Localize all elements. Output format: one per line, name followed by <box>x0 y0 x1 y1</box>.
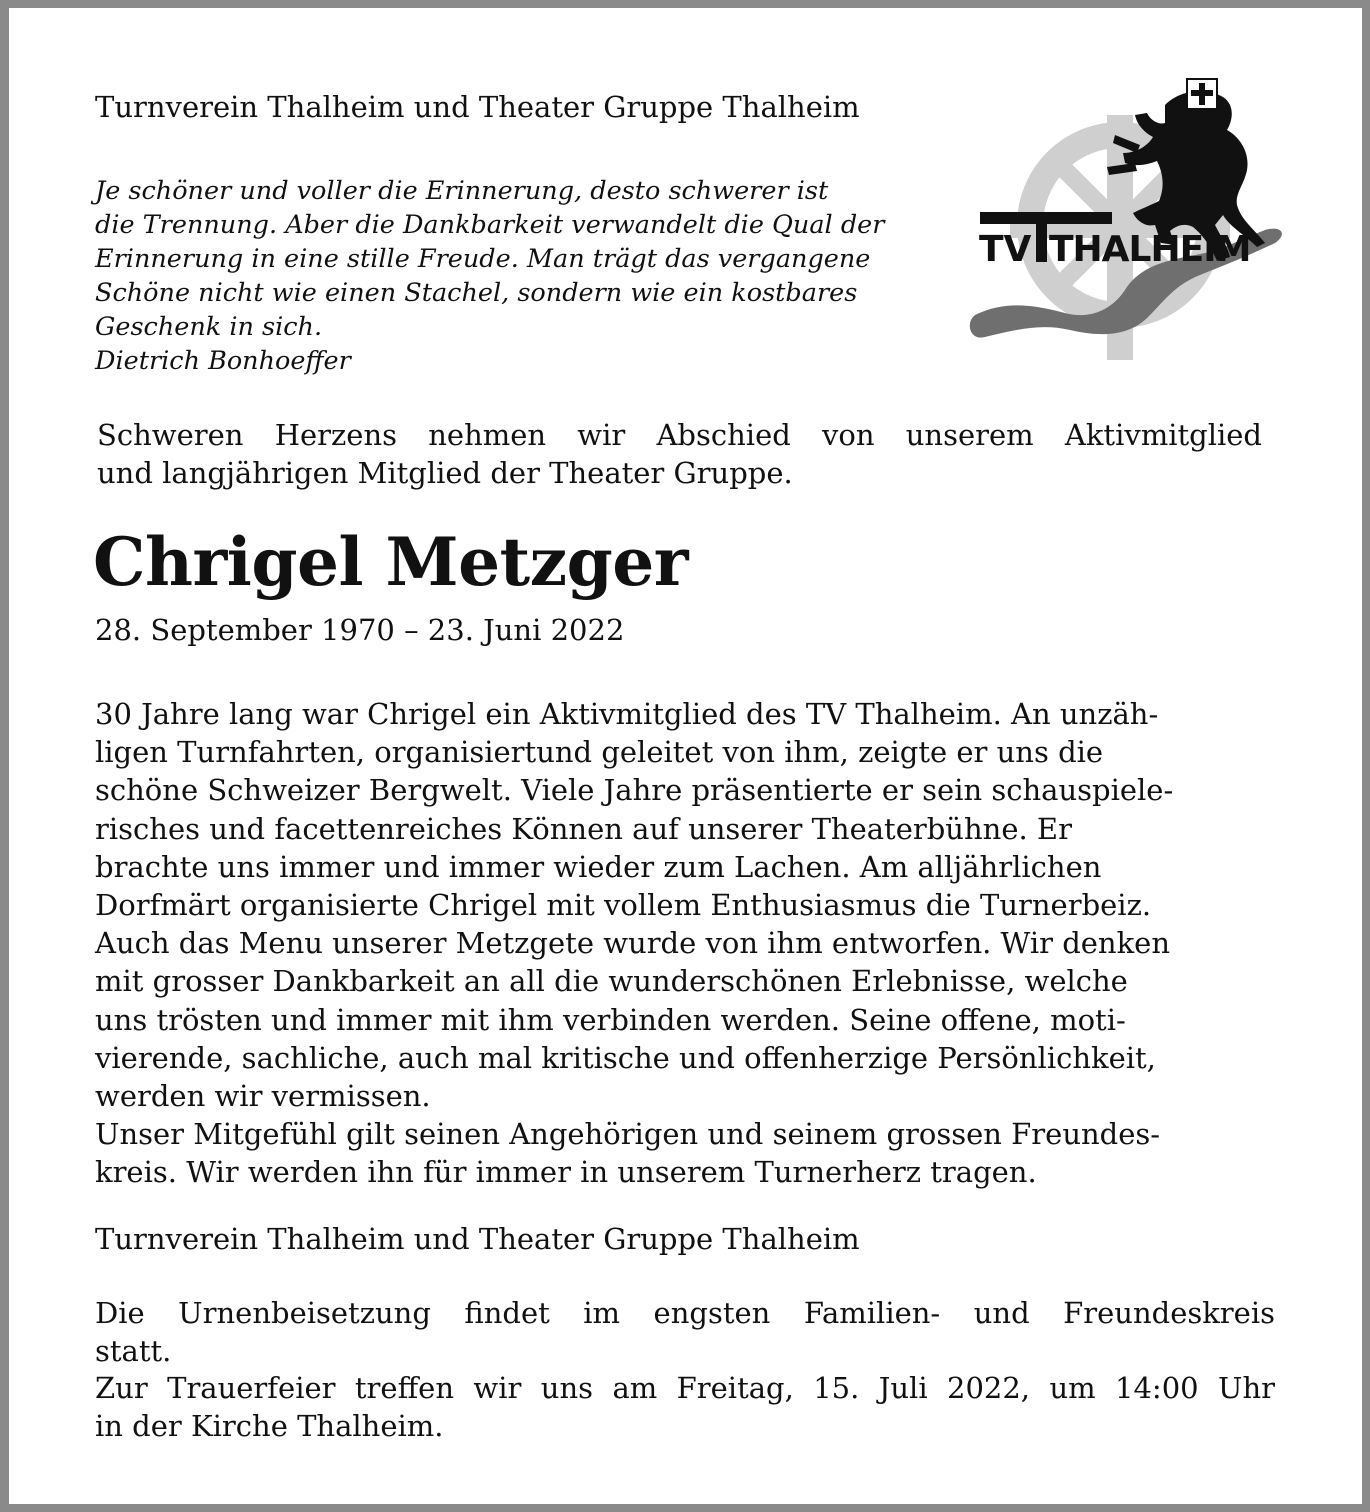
intro-line: und langjährigen Mitglied der Theater Gruppe. <box>97 456 793 490</box>
quote-line: Schöne nicht wie einen Stachel, sondern wie ein kostbares <box>95 278 858 308</box>
funeral-line: Die Urnenbeisetzung findet im engsten Familien- und Freundeskreis <box>95 1296 1275 1330</box>
funeral-info <box>95 1295 1275 1445</box>
deceased-name: Chrigel Metzger <box>93 523 688 601</box>
header-organisation: Turnverein Thalheim und Theater Gruppe Thalheim <box>95 90 860 124</box>
bonhoeffer-quote <box>95 174 884 378</box>
tribute-line: brachte uns immer und immer wieder zum Lachen. Am alljährlichen <box>95 849 1102 884</box>
tribute-line: Unser Mitgefühl gilt seinen Angehörigen und seinem grossen Freundes- <box>95 1117 1161 1152</box>
quote-line: Je schöner und voller die Erinnerung, desto schwerer ist <box>95 176 829 206</box>
quote-line: Erinnerung in eine stille Freude. Man trägt das vergangene <box>95 244 871 274</box>
tribute-line: schöne Schweizer Bergwelt. Viele Jahre präsentierte er sein schauspiele- <box>95 773 1174 808</box>
funeral-line: statt. <box>95 1333 172 1368</box>
quote-line: Geschenk in sich. <box>95 312 323 342</box>
funeral-line: Zur Trauerfeier treffen wir uns am Freitag, 15. Juli 2022, um 14:00 Uhr <box>95 1371 1275 1405</box>
tribute-line: ligen Turnfahrten, organisiertund geleitet von ihm, zeigte er uns die <box>95 735 1104 770</box>
intro-line: Schweren Herzens nehmen wir Abschied von unserem Aktivmitglied <box>97 418 1262 452</box>
tribute-line: werden wir vermissen. <box>95 1079 431 1114</box>
logo-t-stem <box>1036 212 1047 262</box>
signature: Turnverein Thalheim und Theater Gruppe Thalheim <box>95 1222 860 1256</box>
tribute-line: kreis. Wir werden ihn für immer in unserem Turnerherz tragen. <box>95 1155 1037 1190</box>
logo-text-thalheim: THALHEIM <box>1049 229 1251 270</box>
life-dates: 28. September 1970 – 23. Juni 2022 <box>95 613 625 647</box>
tribute-line: Dorfmärt organisierte Chrigel mit vollem Enthusiasmus die Turnerbeiz. <box>95 888 1152 923</box>
tribute-line: vierende, sachliche, auch mal kritische und offenherzige Persönlichkeit, <box>95 1040 1156 1075</box>
tribute-text <box>95 695 1280 1192</box>
tribute-line: uns trösten und immer mit ihm verbinden werden. Seine offene, moti- <box>95 1002 1126 1037</box>
cross-shield-icon <box>1187 79 1217 109</box>
logo-text-tv: TV <box>979 229 1032 270</box>
quote-line: die Trennung. Aber die Dankbarkeit verwandelt die Qual der <box>95 210 885 240</box>
tribute-line: Auch das Menu unserer Metzgete wurde von ihm entworfen. Wir denken <box>95 926 1171 961</box>
quote-author: Dietrich Bonhoeffer <box>95 346 351 376</box>
tv-thalheim-logo <box>965 75 1290 370</box>
tribute-line: risches und facettenreiches Können auf unserer Theaterbühne. Er <box>95 811 1072 846</box>
funeral-line: in der Kirche Thalheim. <box>95 1408 444 1443</box>
intro-paragraph <box>97 416 1262 492</box>
tribute-line: 30 Jahre lang war Chrigel ein Aktivmitglied des TV Thalheim. An unzäh- <box>95 697 1159 731</box>
tribute-line: mit grosser Dankbarkeit an all die wunderschönen Erlebnisse, welche <box>95 964 1128 999</box>
